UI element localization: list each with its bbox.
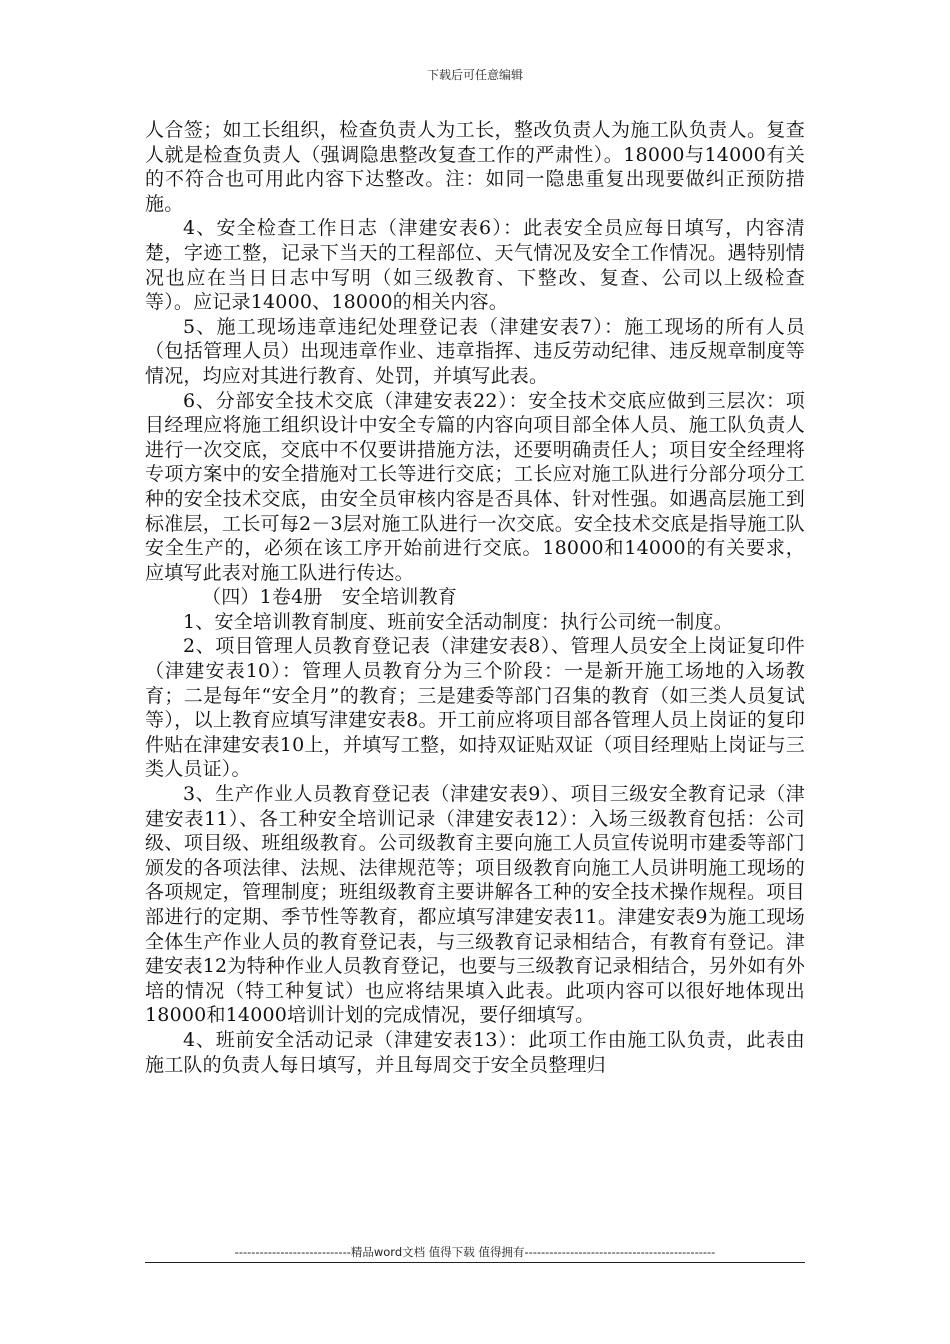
paragraph-item-4: 4、安全检查工作日志（津建安表6）：此表安全员应每日填写，内容清楚，字迹工整，记录下当天的工程部位、天气情况及安全工作情况。遇特别情况也应在当日日志中写明（如三级教育、下整改、复查、公司以上级检查等）。应记录14000、18000的相关内容。 [145, 217, 805, 314]
page-header: 下载后可任意编辑 [426, 68, 523, 82]
document-body [145, 118, 805, 1077]
paragraph-item-6: 6、分部安全技术交底（津建安表22）：安全技术交底应做到三层次：项目经理应将施工组织设计中安全专篇的内容向项目部全体人员、施工队负责人进行一次交底，交底中不仅要讲措施方法，还要明确责任人；项目安全经理将专项方案中的安全措施对工长等进行交底；工长应对施工队进行分部分项分工种的安全技术交底，由安全员审核内容是否具体、针对性强。如遇高层施工到标准层，工长可每2－3层对施工队进行一次交底。安全技术交底是指导施工队安全生产的，必须在该工序开始前进行交底。18000和14000的有关要求，应填写此表对施工队进行传达。 [145, 389, 805, 584]
paragraph-training-1: 1、安全培训教育制度、班前安全活动制度：执行公司统一制度。 [183, 610, 733, 633]
paragraph-continuation: 人合签；如工长组织，检查负责人为工长，整改负责人为施工队负责人。复查人就是检查负责人（强调隐患整改复查工作的严肃性）。18000与14000有关的不符合也可用此内容下达整改。注：如同一隐患重复出现要做纠正预防措施。 [145, 119, 805, 215]
page-footer: ----------------------------精品word文档 值得下载 值得拥有---------------------------------------------- [234, 1245, 716, 1259]
paragraph-item-5: 5、施工现场违章违纪处理登记表（津建安表7）：施工现场的所有人员（包括管理人员）出现违章作业、违章指挥、违反劳动纪律、违反规章制度等情况，均应对其进行教育、处罚，并填写此表。 [145, 315, 805, 387]
footer-divider [145, 1262, 805, 1263]
paragraph-training-2: 2、项目管理人员教育登记表（津建安表8）、管理人员安全上岗证复印件（津建安表10）：管理人员教育分为三个阶段：一是新开施工场地的入场教育；二是每年“安全月”的教育；三是建委等部门召集的教育（如三类人员复试等），以上教育应填写津建安表8。开工前应将项目部各管理人员上岗证的复印件贴在津建安表10上，并填写工整，如持双证贴双证（项目经理贴上岗证与三类人员证）。 [145, 635, 805, 781]
paragraph-training-3: 3、生产作业人员教育登记表（津建安表9）、项目三级安全教育记录（津建安表11）、各工种安全培训记录（津建安表12）：入场三级教育包括：公司级、项目级、班组级教育。公司级教育主要向施工人员宣传说明市建委等部门颁发的各项法律、法规、法律规范等；项目级教育向施工人员讲明施工现场的各项规定，管理制度；班组级教育主要讲解各工种的安全技术操作规程。项目部进行的定期、季节性等教育，都应填写津建安表11。津建安表9为施工现场全体生产作业人员的教育登记表，与三级教育记录相结合，有教育有登记。津建安表12为特种作业人员教育登记，也要与三级教育记录相结合，另外如有外培的情况（特工种复试）也应将结果填入此表。此项内容可以很好地体现出18000和14000培训计划的完成情况，要仔细填写。 [145, 783, 805, 1027]
paragraph-training-4: 4、班前安全活动记录（津建安表13）：此项工作由施工队负责，此表由施工队的负责人每日填写，并且每周交于安全员整理归 [145, 1028, 805, 1076]
section-heading: （四）1卷4册 安全培训教育 [202, 586, 457, 609]
